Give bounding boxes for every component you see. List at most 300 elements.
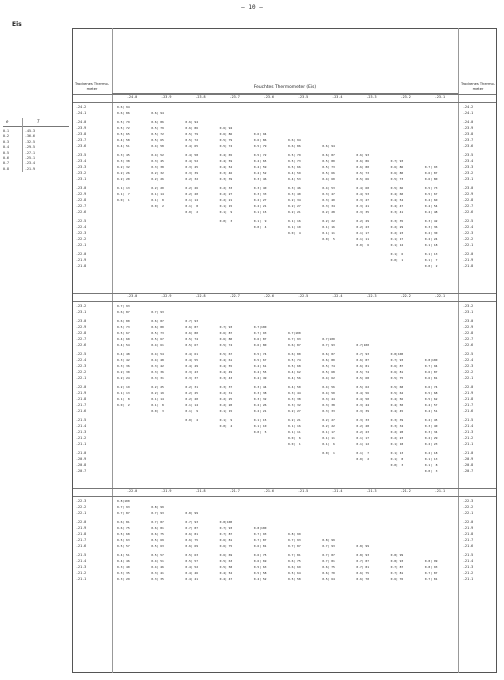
table-cell: 0.4| 58 <box>185 153 199 158</box>
table-cell: 0.5| 75 <box>390 375 404 380</box>
table-cell: 0.7|100 <box>288 331 301 336</box>
dry-temp-left: -22.8 <box>76 198 87 203</box>
table-cell: 0.3| 41 <box>390 209 404 214</box>
table-cell: 0.4| 59 <box>253 165 267 170</box>
table-cell: 0.3| 46 <box>219 171 233 175</box>
table-cell: 0.8| 99 <box>356 543 370 548</box>
table-cell: 0.7| 93 <box>253 331 267 336</box>
table-cell: 0.2| 28 <box>356 424 370 429</box>
dry-temp-left: -23.0 <box>76 319 87 324</box>
dry-temp-right: -22.8 <box>463 198 474 203</box>
table-cell: 0.5| 63 <box>185 553 199 558</box>
t-value: -23.4 <box>25 161 35 166</box>
table-cell: 0.4| 62 <box>322 375 335 380</box>
table-cell: 0.1| 7 <box>356 451 370 456</box>
table-cell: 0.8|100 <box>390 352 404 357</box>
wet-temp-header: -22.2 <box>400 294 411 298</box>
table-cell: 0.6| 86 <box>288 143 301 148</box>
table-cell: 0.3| 39 <box>185 171 199 175</box>
table-cell: 0.4| 51 <box>117 143 130 148</box>
table-cell: 0.4| 56 <box>356 391 370 396</box>
table-cell: 0.6| 94 <box>219 126 233 131</box>
table-cell: 0.4| 55 <box>185 358 199 363</box>
table-cell: 0.7| 87 <box>424 570 438 575</box>
table-cell: 0.4| 53 <box>356 192 370 197</box>
table-cell: 0.6| 81 <box>219 537 233 542</box>
table-cell: 0.7| 93 <box>151 309 164 314</box>
table-cell: 0.5| 67 <box>185 342 199 347</box>
wet-temp-header: -21.4 <box>332 489 343 493</box>
table-cell: 0.3| 36 <box>424 225 438 230</box>
dry-temp-right: -21.8 <box>463 532 474 536</box>
left-dry-header: Trockenes Thermo-meter <box>74 82 110 91</box>
dry-temp-right: -21.4 <box>463 424 474 429</box>
dry-temp-left: -21.8 <box>76 532 87 536</box>
table-cell: 0.2| 20 <box>185 397 199 402</box>
table-cell: 0.5| 79 <box>185 132 199 137</box>
table-cell: 0.5| 68 <box>288 364 301 369</box>
table-cell: 0.7| 87 <box>185 526 199 531</box>
dry-temp-right: -20.9 <box>463 457 474 462</box>
dry-temp-left: -22.5 <box>76 219 87 224</box>
dry-temp-right: -22.1 <box>463 375 474 380</box>
table-cell: 0.5| 65 <box>151 138 164 142</box>
table-cell: 0.4| 52 <box>253 171 267 175</box>
table-cell: 0.6| 81 <box>253 543 267 548</box>
table-cell: 0.7| 93 <box>117 304 130 308</box>
table-cell: 0.1| 8 <box>185 204 199 208</box>
table-cell: 0.2| 21 <box>288 209 301 214</box>
dry-temp-right: -21.5 <box>463 553 474 558</box>
dry-temp-left: -22.1 <box>76 375 87 380</box>
dry-temp-left: -22.0 <box>76 252 87 257</box>
table-cell: 0.5| 66 <box>322 171 335 175</box>
table-cell: 0.5| 79 <box>117 120 130 125</box>
table-cell: 0.3| 40 <box>322 198 335 203</box>
t-value: -27.1 <box>25 150 35 155</box>
table-cell: 0.4| 60 <box>117 337 130 341</box>
table-cell: 0.5| 62 <box>424 397 438 402</box>
table-cell: 0.6| 81 <box>390 370 404 374</box>
table-cell: 0.2| 26 <box>185 186 199 191</box>
table-cell: 0.2| 23 <box>390 436 404 440</box>
table-cell: 0.1| 11 <box>322 436 335 440</box>
table-cell: 0.6| 94 <box>117 105 130 109</box>
table-cell: 0.4| 54 <box>424 204 438 208</box>
dry-temp-right: -22.1 <box>463 510 474 515</box>
table-cell: 0.0| 1 <box>322 451 335 456</box>
dry-temp-right: -23.1 <box>463 309 474 314</box>
table-cell: 0.5| 74 <box>356 370 370 374</box>
table-cell: 0.4| 51 <box>424 408 438 413</box>
right-dry-divider <box>458 28 459 673</box>
dry-temp-left: -22.3 <box>76 231 87 236</box>
table-cell: 0.0| 6 <box>356 242 370 247</box>
table-cell: 0.5| 72 <box>117 126 130 131</box>
table-cell: 0.4| 52 <box>185 565 199 569</box>
table-cell: 0.7| 93 <box>322 342 335 347</box>
table-cell: 0.5| 79 <box>151 126 164 131</box>
table-cell: 0.3| 31 <box>151 375 164 380</box>
wet-temp-header: -23.7 <box>229 95 240 99</box>
table-cell: 0.4| 60 <box>424 198 438 203</box>
dry-temp-right: -21.6 <box>463 408 474 413</box>
dry-temp-left: -24.1 <box>76 110 87 115</box>
table-cell: 0.3| 41 <box>356 204 370 208</box>
table-cell: 0.0| 2 <box>424 264 438 269</box>
table-cell: 0.0| 6 <box>288 436 301 440</box>
table-cell: 0.3| 45 <box>151 159 164 164</box>
table-cell: 0.8| 99 <box>185 510 199 515</box>
wet-temp-header: -23.0 <box>126 294 138 298</box>
dry-temp-left: -21.3 <box>76 430 87 435</box>
table-cell: 0.1| 15 <box>253 209 267 214</box>
dry-temp-left: -21.8 <box>76 397 87 402</box>
dry-temp-left: -23.2 <box>76 171 87 175</box>
table-cell: 0.3| 44 <box>356 403 370 407</box>
section-title: Eis <box>12 21 22 28</box>
table-cell: 0.3| 34 <box>390 424 404 429</box>
e-value: 0.2 <box>3 134 9 139</box>
table-cell: 0.6| 80 <box>151 325 164 330</box>
table-cell: 0.5| 57 <box>185 559 199 564</box>
table-cell: 0.4| 46 <box>185 570 199 575</box>
table-cell: 0.5| 67 <box>117 331 130 336</box>
table-cell: 0.6| 70 <box>322 570 335 575</box>
table-cell: 0.7| 81 <box>424 576 438 581</box>
wet-temp-header: -22.8 <box>195 294 206 298</box>
table-cell: 0.4| 61 <box>219 358 233 363</box>
table-cell: 0.0| 5 <box>322 237 335 241</box>
table-cell: 0.3| 39 <box>390 418 404 423</box>
table-cell: 0.0| 1 <box>288 441 301 446</box>
dry-temp-right: -21.8 <box>463 397 474 402</box>
table-cell: 0.2| 34 <box>288 198 301 203</box>
table-cell: 0.4| 65 <box>253 159 267 164</box>
table-cell: 0.7| 93 <box>424 165 438 170</box>
dry-temp-left: -22.2 <box>76 504 87 509</box>
wet-temp-header: -21.5 <box>297 489 309 493</box>
table-cell: 0.2| 20 <box>185 192 199 197</box>
table-cell: 0.5| 79 <box>219 138 233 142</box>
table-cell: 0.6| 70 <box>356 576 370 581</box>
table-cell: 0.6| 81 <box>151 526 164 531</box>
table-cell: 0.7|100 <box>356 342 370 347</box>
dry-temp-right: -21.7 <box>463 537 474 542</box>
table-cell: 0.3| 44 <box>322 397 335 402</box>
table-cell: 0.2| 19 <box>117 385 130 390</box>
table-cell: 0.1| 15 <box>253 418 267 423</box>
table-cell: 0.4| 52 <box>219 570 233 575</box>
dry-temp-left: -24.2 <box>76 105 87 109</box>
dry-temp-left: -23.4 <box>76 159 87 164</box>
table-cell: 0.2| 22 <box>322 424 335 429</box>
table-cell: 0.5| 58 <box>288 576 301 581</box>
table-cell: 0.3| 39 <box>356 408 370 413</box>
table-cell: 0.4| 49 <box>253 375 267 380</box>
dry-temp-left: -21.2 <box>76 570 87 575</box>
table-cell: 0.4| 55 <box>219 364 233 369</box>
table-cell: 0.3| 47 <box>356 198 370 203</box>
table-cell: 0.1| 18 <box>390 441 404 446</box>
table-cell: 0.1| 11 <box>288 430 301 435</box>
table-cell: 0.3| 33 <box>356 418 370 423</box>
table-cell: 0.3| 43 <box>185 370 199 374</box>
table-cell: 0.7| 81 <box>322 559 335 564</box>
wet-temp-header: -21.9 <box>161 489 172 493</box>
dry-temp-right: -22.0 <box>463 520 474 525</box>
table-cell: 0.3| 36 <box>151 370 164 374</box>
dry-temp-left: -23.7 <box>76 138 87 142</box>
table-cell: 0.7| 93 <box>288 337 301 341</box>
table-cell: 0.4| 50 <box>356 397 370 402</box>
wet-row-rule-top <box>73 94 496 95</box>
table-cell: 0.2| 28 <box>322 209 335 214</box>
wet-temp-header: -21.6 <box>263 489 274 493</box>
table-cell: 0.5| 65 <box>117 132 130 137</box>
table-cell: 0.1| 11 <box>356 237 370 241</box>
table-cell: 0.8|100 <box>117 499 130 503</box>
wet-temp-header: -23.3 <box>366 95 377 99</box>
dry-temp-right: -22.3 <box>463 364 474 369</box>
wet-header: Feuchtes Thermometer (Eis) <box>253 85 317 90</box>
table-cell: 0.6| 94 <box>288 138 301 142</box>
dry-temp-right: -22.9 <box>463 325 474 330</box>
table-cell: 0.1| 14 <box>151 192 164 197</box>
table-cell: 0.3| 44 <box>288 391 301 396</box>
table-cell: 0.2| 21 <box>253 408 267 413</box>
table-cell: 0.2| 29 <box>390 225 404 230</box>
table-cell: 0.5| 72 <box>151 132 164 137</box>
dry-temp-right: -23.1 <box>463 176 474 181</box>
e-t-pairs <box>3 129 35 172</box>
table-cell: 0.1| 11 <box>322 231 335 236</box>
t-value: -25.1 <box>25 156 35 161</box>
table-cell: 0.4| 52 <box>185 159 199 164</box>
dry-temp-right: -22.6 <box>463 342 474 347</box>
table-cell: 0.7| 93 <box>185 319 199 324</box>
table-cell: 0.6| 94 <box>151 110 164 115</box>
table-cell: 0.5| 72 <box>185 138 199 142</box>
dry-temp-left: -22.9 <box>76 325 87 330</box>
table-cell: 0.0| 2 <box>356 457 370 462</box>
dry-temp-right: -22.7 <box>463 337 474 341</box>
table-cell: 0.2| 23 <box>424 441 438 446</box>
table-cell: 0.3| 38 <box>117 159 130 164</box>
table-cell: 0.5| 68 <box>390 385 404 390</box>
table-cell: 0.2| 27 <box>219 192 233 197</box>
table-cell: 0.4| 50 <box>322 391 335 396</box>
table-cell: 0.4| 46 <box>151 565 164 569</box>
table-cell: 0.2| 26 <box>253 403 267 407</box>
dry-temp-left: -21.9 <box>76 526 87 531</box>
dry-temp-left: -23.5 <box>76 153 87 158</box>
table-cell: 0.1| 17 <box>390 237 404 241</box>
table-cell: 0.1| 8 <box>151 198 164 203</box>
dry-temp-right: -23.2 <box>463 304 474 308</box>
table-cell: 0.6| 80 <box>253 342 267 347</box>
table-cell: 0.4| 50 <box>288 385 301 390</box>
table-cell: 0.6| 87 <box>151 319 164 324</box>
table-cell: 0.2| 25 <box>219 397 233 402</box>
table-cell: 0.0| 5 <box>253 430 267 435</box>
table-cell: 0.1| 14 <box>185 198 199 203</box>
table-cell: 0.4| 54 <box>151 352 164 357</box>
table-cell: 0.1| 9 <box>253 219 267 224</box>
table-cell: 0.1| 17 <box>356 436 370 440</box>
e-value: 0.4 <box>3 145 9 150</box>
table-cell: 0.4| 59 <box>288 171 301 175</box>
table-cell: 0.7| 81 <box>288 553 301 558</box>
table-cell: 0.6| 86 <box>390 165 404 170</box>
dry-temp-right: -21.1 <box>463 441 474 446</box>
table-cell: 0.6| 87 <box>117 309 130 314</box>
table-cell: 0.1| 13 <box>424 252 438 257</box>
table-cell: 0.4| 48 <box>117 352 130 357</box>
table-cell: 0.5| 73 <box>117 325 130 330</box>
wet-temp-header: -22.5 <box>297 294 309 298</box>
dry-temp-right: -20.7 <box>463 469 474 473</box>
dry-temp-right: -21.9 <box>463 258 474 263</box>
wet-temp-header: -23.6 <box>263 95 274 99</box>
table-cell: 0.4| 47 <box>219 576 233 581</box>
dry-temp-left: -22.4 <box>76 225 87 230</box>
table-cell: 0.5| 67 <box>253 358 267 363</box>
wet-temp-header: -23.4 <box>332 95 343 99</box>
table-cell: 0.5| 58 <box>253 570 267 575</box>
table-cell: 0.3| 34 <box>322 204 335 208</box>
table-cell: 0.2| 20 <box>151 186 164 191</box>
dry-temp-right: -21.9 <box>463 391 474 396</box>
table-cell: 0.4| 46 <box>117 559 130 564</box>
table-cell: 0.2| 28 <box>390 430 404 435</box>
table-cell: 0.6| 69 <box>253 559 267 564</box>
dry-temp-left: -23.1 <box>76 309 87 314</box>
table-cell: 0.6| 80 <box>424 176 438 181</box>
table-cell: 0.1| 6 <box>390 252 404 257</box>
table-cell: 0.5| 72 <box>219 143 233 148</box>
dry-temp-left: -23.8 <box>76 132 87 137</box>
table-cell: 0.6| 80 <box>356 165 370 170</box>
table-cell: 0.2| 27 <box>288 408 301 413</box>
table-cell: 0.7| 93 <box>322 543 335 548</box>
table-cell: 0.3| 47 <box>322 192 335 197</box>
wet-temp-header: -22.7 <box>229 294 240 298</box>
dry-temp-left: -22.2 <box>76 237 87 241</box>
wet-temp-header: -23.9 <box>161 95 172 99</box>
dry-temp-right: -22.5 <box>463 219 474 224</box>
table-cell: 0.6| 75 <box>185 537 199 542</box>
table-cell: 0.7|100 <box>253 325 267 330</box>
dry-temp-right: -23.4 <box>463 159 474 164</box>
wet-temp-header: -21.3 <box>366 489 377 493</box>
table-cell: 0.5| 79 <box>288 153 301 158</box>
table-cell: 0.3| 35 <box>151 576 164 581</box>
dry-temp-left: -21.2 <box>76 436 87 440</box>
table-cell: 0.6| 80 <box>117 319 130 324</box>
table-cell: 0.6| 75 <box>151 532 164 536</box>
table-cell: 0.6| 80 <box>288 352 301 357</box>
table-cell: 0.5| 73 <box>424 186 438 191</box>
page-number: — 10 — <box>241 4 263 11</box>
table-cell: 0.3| 34 <box>424 430 438 435</box>
table-cell: 0.7| 93 <box>390 159 404 164</box>
table-cell: 0.6| 75 <box>117 526 130 531</box>
table-cell: 0.4| 45 <box>424 418 438 423</box>
table-cell: 0.7| 87 <box>219 532 233 536</box>
table-cell: 0.6| 87 <box>424 370 438 374</box>
table-cell: 0.3| 38 <box>322 403 335 407</box>
table-cell: 0.2| 20 <box>117 176 130 181</box>
dry-temp-right: -24.1 <box>463 110 474 115</box>
table-cell: 0.6| 69 <box>185 543 199 548</box>
table-cell: 0.7| 93 <box>219 526 233 531</box>
table-cell: 0.2| 32 <box>185 176 199 181</box>
dry-temp-left: -21.5 <box>76 418 87 423</box>
table-cell: 0.6| 81 <box>356 364 370 369</box>
wet-temp-header: -21.2 <box>400 489 411 493</box>
table-cell: 0.5| 73 <box>390 176 404 181</box>
table-cell: 0.2| 32 <box>117 165 130 170</box>
dry-temp-left: -22.3 <box>76 364 87 369</box>
table-cell: 0.5| 63 <box>253 565 267 569</box>
table-cell: 0.7| 93 <box>185 520 199 525</box>
table-cell: 0.4| 57 <box>424 403 438 407</box>
dry-temp-right: -24.2 <box>463 105 474 109</box>
dry-temp-left: -21.4 <box>76 559 87 564</box>
table-cell: 0.2| 25 <box>151 385 164 390</box>
dry-temp-left: -22.7 <box>76 204 87 208</box>
table-cell: 0.2| 29 <box>356 219 370 224</box>
dry-temp-left: -23.1 <box>76 176 87 181</box>
table-cell: 0.2| 23 <box>356 225 370 230</box>
table-cell: 0.4| 62 <box>288 370 301 374</box>
table-cell: 0.1| 9 <box>219 418 233 423</box>
table-cell: 0.7| 93 <box>356 352 370 357</box>
table-cell: 0.6| 80 <box>185 331 199 336</box>
table-cell: 0.5| 72 <box>253 153 267 158</box>
dry-temp-left: -22.8 <box>76 331 87 336</box>
table-cell: 0.8| 99 <box>151 504 164 509</box>
table-cell: 0.8| 93 <box>356 553 370 558</box>
dry-temp-right: -22.8 <box>463 331 474 336</box>
table-cell: 0.2| 30 <box>117 370 130 374</box>
table-cell: 0.5| 68 <box>117 532 130 536</box>
dry-temp-right: -23.0 <box>463 319 474 324</box>
dry-temp-left: -24.0 <box>76 120 87 125</box>
t-header: T <box>37 119 40 124</box>
dry-temp-right: -21.5 <box>463 418 474 423</box>
table-cell: 0.6| 80 <box>322 358 335 363</box>
wet-row-rule-bottom <box>73 102 496 103</box>
wet-temp-header: -23.8 <box>195 95 206 99</box>
table-cell: 0.1| 16 <box>288 219 301 224</box>
table-cell: 0.0| 4 <box>288 231 301 236</box>
table-cell: 0.6| 74 <box>424 385 438 390</box>
dry-temp-left: -21.8 <box>76 264 87 269</box>
table-cell: 0.4| 58 <box>151 143 164 148</box>
table-cell: 0.0| 3 <box>219 219 233 224</box>
table-cell: 0.4| 49 <box>185 364 199 369</box>
wet-temp-header: -22.0 <box>126 489 138 493</box>
table-cell: 0.5| 68 <box>356 375 370 380</box>
table-cell: 0.6| 75 <box>356 570 370 575</box>
table-cell: 0.2| 19 <box>151 391 164 396</box>
table-cell: 0.2| 21 <box>288 418 301 423</box>
table-cell: 0.3| 40 <box>117 565 130 569</box>
table-cell: 0.4| 54 <box>117 342 130 347</box>
dry-temp-left: -22.5 <box>76 352 87 357</box>
